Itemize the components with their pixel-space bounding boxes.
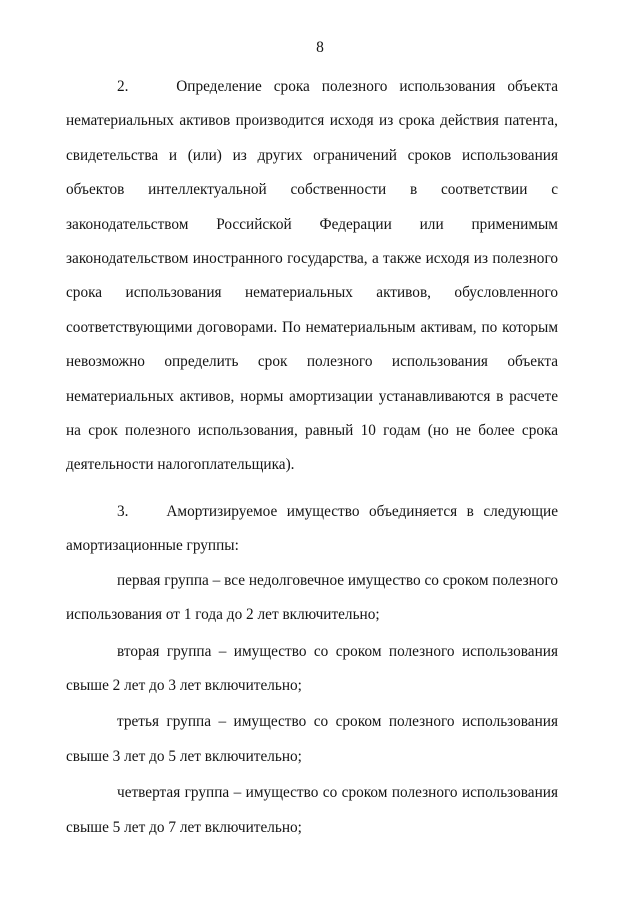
depreciation-group-fourth: четвертая группа – имущество со сроком полезного использования свыше 5 лет до 7 лет включительно; [66, 784, 558, 836]
depreciation-group-second: вторая группа – имущество со сроком полезного использования свыше 2 лет до 3 лет включительно; [66, 642, 558, 694]
depreciation-group-third: третья группа – имущество со сроком полезного использования свыше 3 лет до 5 лет включительно; [66, 713, 558, 765]
paragraph-2-intangible-assets-useful-life: 2. Определение срока полезного использования объекта нематериальных активов производится исходя из срока действия патента, свидетельства и (или) из других ограничений сроков использования объектов интеллектуальной собственности в соответствии с законодательством Российской Федерации или применимым законодательством иностранного государства, а также исходя из полезного срока использования нематериальных активов, обусловленного соответствующими договорами. По нематериальным активам, по которым невозможно определить срок полезного использования объекта нематериальных активов, нормы амортизации устанавливаются в расчете на срок полезного использования, равный 10 годам (но не более срока деятельности налогоплательщика). [66, 78, 558, 474]
depreciation-group-first: первая группа – все недолговечное имущество со сроком полезного использования от 1 года до 2 лет включительно; [66, 571, 558, 624]
paragraph-3-depreciation-groups-intro: 3. Амортизируемое имущество объединяется в следующие амортизационные группы: [66, 502, 558, 555]
document-body [66, 70, 558, 845]
page-number: 8 [316, 39, 324, 56]
